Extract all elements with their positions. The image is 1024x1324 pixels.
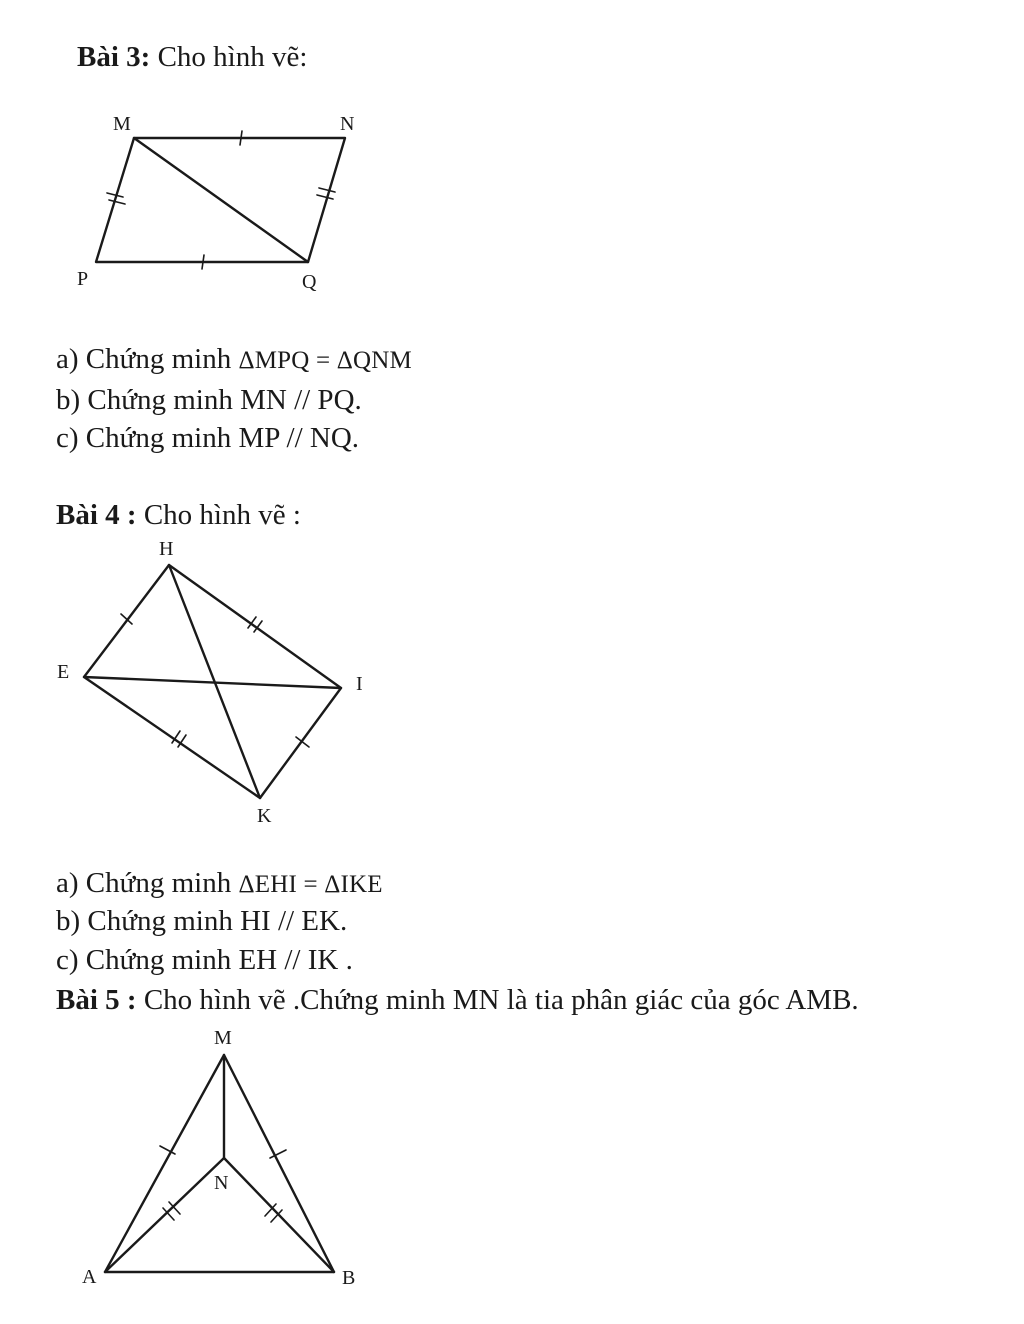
bai4-intro: Cho hình vẽ : [143, 499, 301, 531]
bai3-item-a-math: ΔMPQ = ΔQNM [238, 347, 412, 374]
bai4-item-c-math: EH // IK . [238, 944, 353, 976]
bai3-heading: Bài 3: [77, 41, 151, 73]
label-q: Q [302, 271, 317, 293]
label-h: H [159, 538, 174, 560]
bai4-item-a-prefix: a) Chứng minh [56, 867, 232, 899]
bai5-heading: Bài 5 : [56, 984, 137, 1016]
label-m5: M [214, 1027, 232, 1049]
bai3-item-a-prefix: a) Chứng minh [56, 343, 232, 375]
bai3-intro: Cho hình vẽ: [157, 41, 308, 73]
label-m: M [113, 113, 131, 135]
label-p: P [77, 268, 89, 290]
label-n: N [340, 113, 355, 135]
bai3-item-c-math: MP // NQ. [238, 422, 360, 454]
label-b5: B [342, 1267, 356, 1289]
label-e: E [57, 661, 70, 683]
label-n5: N [214, 1172, 229, 1194]
bai3-item-c-prefix: c) Chứng minh [56, 422, 232, 454]
label-a5: A [82, 1266, 97, 1288]
bai4-item-a-math: ΔEHI = ΔIKE [238, 871, 383, 898]
bai3-item-b-prefix: b) Chứng minh [56, 384, 233, 416]
bai4-item-b-math: HI // EK. [240, 905, 348, 937]
bai3-item-b-math: MN // PQ. [240, 384, 362, 416]
bai4-item-b-prefix: b) Chứng minh [56, 905, 233, 937]
label-i: I [356, 673, 363, 695]
bai5-intro: Cho hình vẽ .Chứng minh MN là tia phân giác của góc AMB. [143, 984, 859, 1016]
label-k: K [257, 805, 272, 827]
bai4-heading: Bài 4 : [56, 499, 137, 531]
bai4-item-c-prefix: c) Chứng minh [56, 944, 232, 976]
